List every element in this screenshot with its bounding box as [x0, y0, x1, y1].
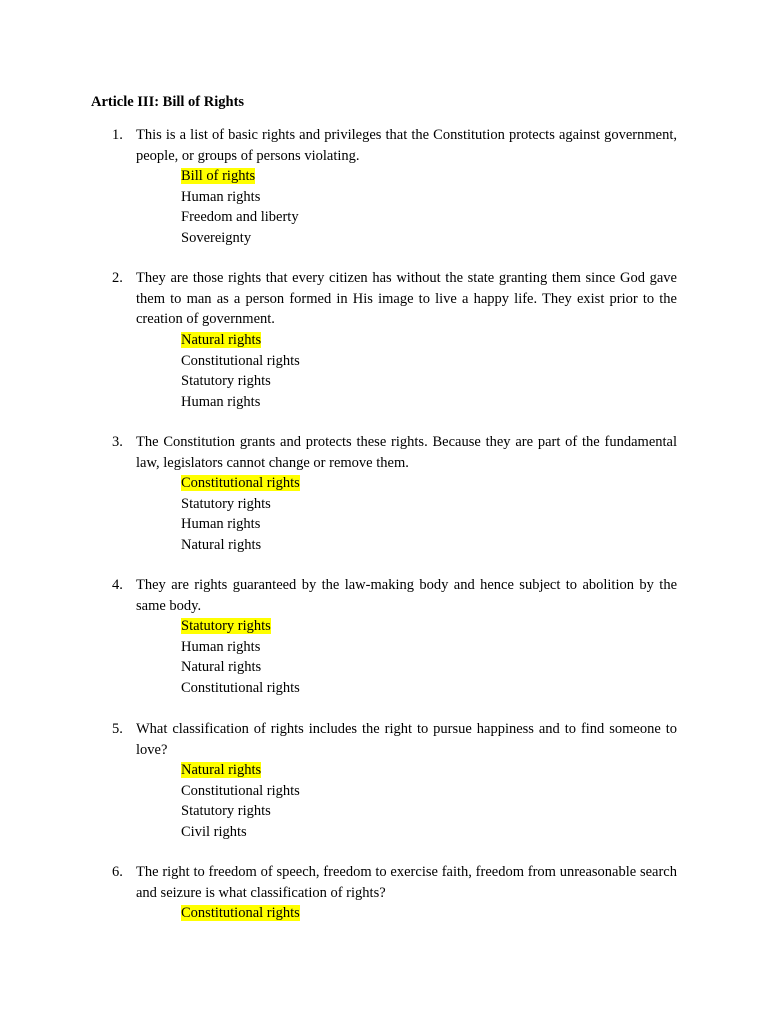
- document-title: Article III: Bill of Rights: [91, 94, 245, 110]
- answer-option: Constitutional rights: [181, 352, 300, 369]
- answer-option: Statutory rights: [181, 803, 271, 819]
- question-text: This is a list of basic rights and privileges that the Constitution protects against government, people, or groups of persons violating.: [136, 127, 677, 164]
- question-text: The right to freedom of speech, freedom to exercise faith, freedom from unreasonable search and seizure is what classification of rights?: [136, 864, 677, 901]
- question-number: 4.: [112, 577, 123, 593]
- answer-option: Statutory rights: [181, 495, 271, 512]
- answer-option: Natural rights: [181, 536, 262, 553]
- answer-option: Sovereignty: [181, 229, 252, 246]
- question-text: What classification of rights includes the right to pursue happiness and to find someone to love?: [136, 721, 677, 758]
- answer-options: [181, 616, 300, 698]
- question-number: 2.: [112, 270, 123, 286]
- question-text: They are those rights that every citizen has without the state granting them since God gave them to man as a person formed in His image to live a happy life. They exist prior to the creation of government.: [136, 270, 677, 327]
- answer-option-highlighted: Natural rights: [181, 332, 262, 348]
- answer-options: [181, 760, 300, 842]
- answer-options: [181, 903, 300, 924]
- answer-option: Constitutional rights: [181, 782, 300, 799]
- answer-option: Statutory rights: [181, 373, 271, 389]
- answer-option: Human rights: [181, 516, 261, 532]
- question-number: 6.: [112, 864, 123, 880]
- answer-options: [181, 330, 300, 412]
- answer-options: [181, 166, 299, 248]
- answer-option-highlighted: Natural rights: [181, 762, 262, 778]
- answer-option: Constitutional rights: [181, 679, 300, 696]
- question-text: They are rights guaranteed by the law-making body and hence subject to abolition by the same body.: [136, 577, 677, 614]
- answer-option-highlighted: Statutory rights: [181, 618, 271, 634]
- answer-option-highlighted: Bill of rights: [181, 168, 256, 184]
- answer-option: Civil rights: [181, 823, 247, 840]
- answer-option: Human rights: [181, 188, 261, 205]
- question-number: 1.: [112, 127, 123, 143]
- answer-option: Human rights: [181, 393, 261, 410]
- answer-option: Freedom and liberty: [181, 209, 299, 225]
- answer-options: [181, 473, 300, 555]
- question-number: 3.: [112, 434, 123, 450]
- question-number: 5.: [112, 721, 123, 737]
- answer-option: Natural rights: [181, 659, 262, 675]
- answer-option-highlighted: Constitutional rights: [181, 475, 300, 491]
- question-text: The Constitution grants and protects these rights. Because they are part of the fundamental law, legislators cannot change or remove them.: [136, 434, 677, 471]
- answer-option: Human rights: [181, 638, 261, 655]
- answer-option-highlighted: Constitutional rights: [181, 905, 300, 921]
